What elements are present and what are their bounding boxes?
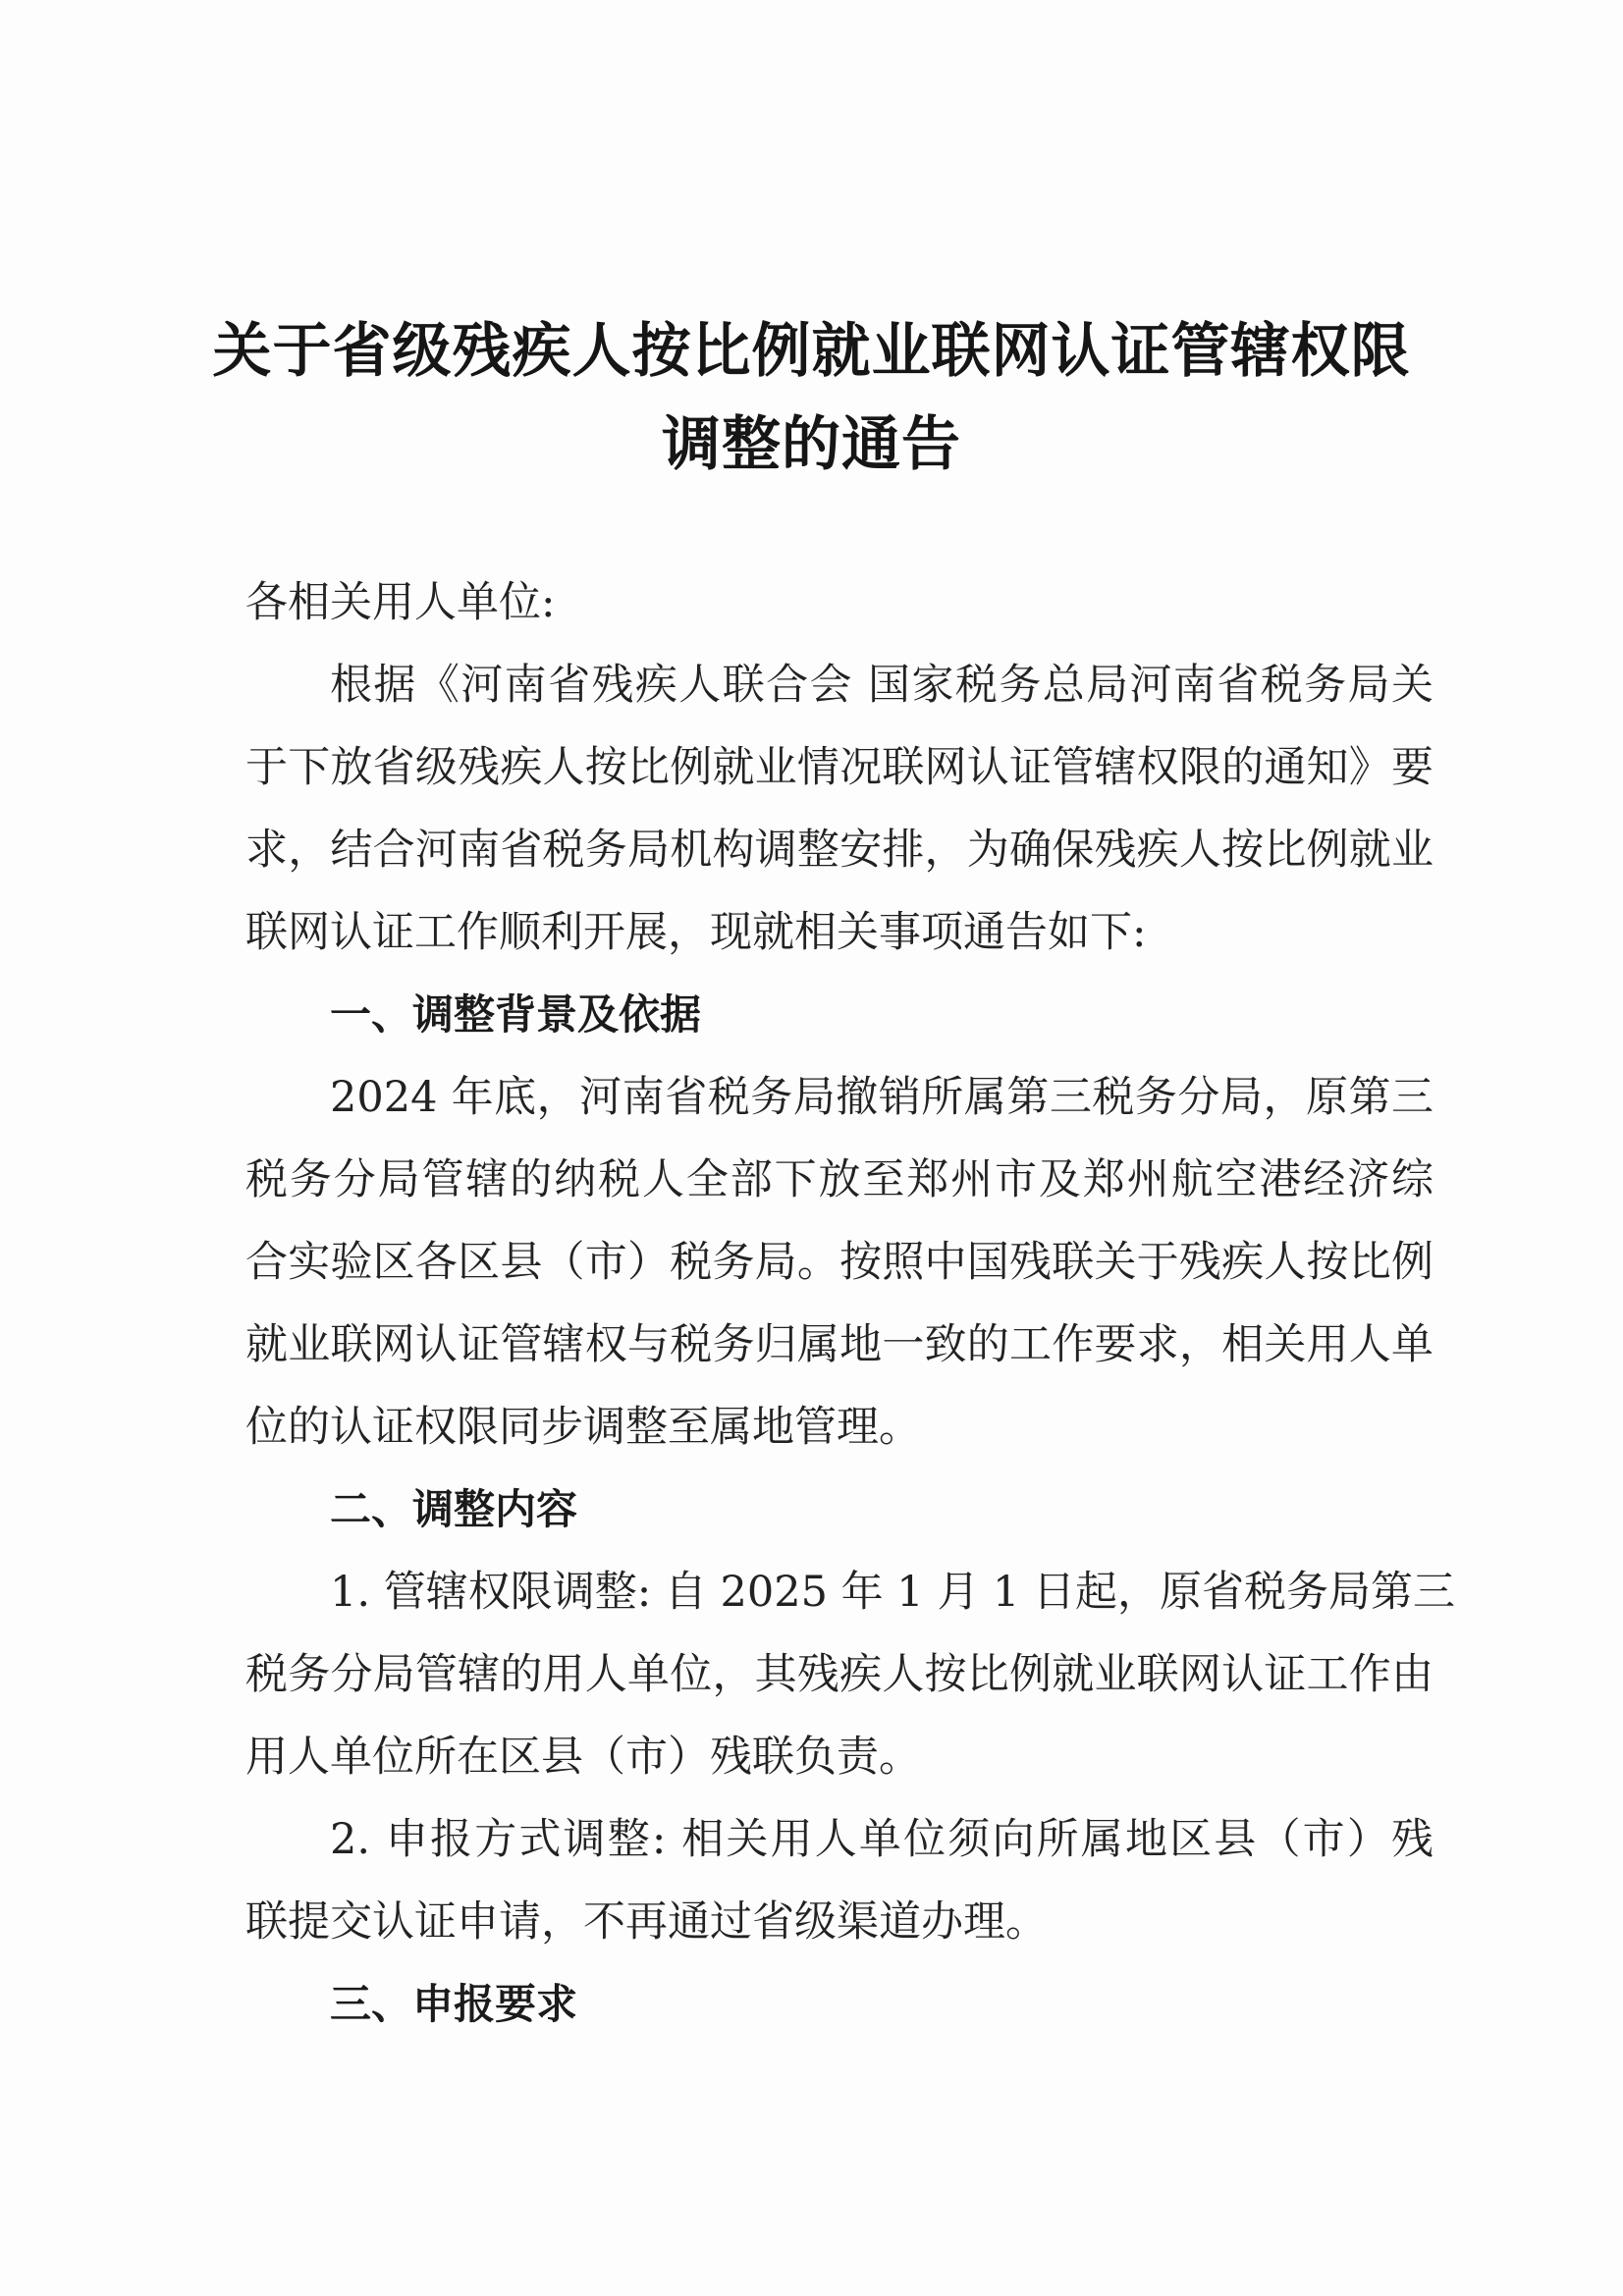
- section-2-item-1-line-1: 1. 管辖权限调整: 自 2025 年 1 月 1 日起，原省税务局第三: [330, 1568, 1456, 1617]
- section-1-line-3: 合实验区各区县（市）税务局。按照中国残联关于残疾人按比例: [245, 1238, 1434, 1287]
- intro-line-4: 联网认证工作顺利开展，现就相关事项通告如下:: [245, 908, 1147, 957]
- section-2-item-1-line-2: 税务分局管辖的用人单位，其残疾人按比例就业联网认证工作由: [245, 1650, 1434, 1699]
- intro-line-3: 求，结合河南省税务局机构调整安排，为确保残疾人按比例就业: [245, 826, 1434, 875]
- section-1-heading: 一、调整背景及依据: [330, 990, 702, 1039]
- section-3-heading: 三、申报要求: [330, 1980, 578, 2028]
- section-1-line-1: 2024 年底，河南省税务局撤销所属第三税务分局，原第三: [330, 1073, 1434, 1122]
- intro-line-2: 于下放省级残疾人按比例就业情况联网认证管辖权限的通知》要: [245, 743, 1434, 792]
- section-1-line-5: 位的认证权限同步调整至属地管理。: [245, 1403, 921, 1452]
- section-1-line-4: 就业联网认证管辖权与税务归属地一致的工作要求，相关用人单: [245, 1320, 1434, 1369]
- section-2-heading: 二、调整内容: [330, 1485, 578, 1533]
- document-title-line-2: 调整的通告: [662, 410, 961, 479]
- section-2-item-2-line-2: 联提交认证申请，不再通过省级渠道办理。: [245, 1897, 1048, 1947]
- intro-line-1: 根据《河南省残疾人联合会 国家税务总局河南省税务局关: [330, 661, 1434, 710]
- section-2-item-2-line-1: 2. 申报方式调整: 相关用人单位须向所属地区县（市）残: [330, 1815, 1434, 1864]
- section-2-item-1-line-3: 用人单位所在区县（市）残联负责。: [245, 1733, 921, 1782]
- salutation: 各相关用人单位:: [245, 578, 556, 627]
- section-1-line-2: 税务分局管辖的纳税人全部下放至郑州市及郑州航空港经济综: [245, 1155, 1434, 1204]
- document-title-line-1: 关于省级残疾人按比例就业联网认证管辖权限: [212, 317, 1411, 386]
